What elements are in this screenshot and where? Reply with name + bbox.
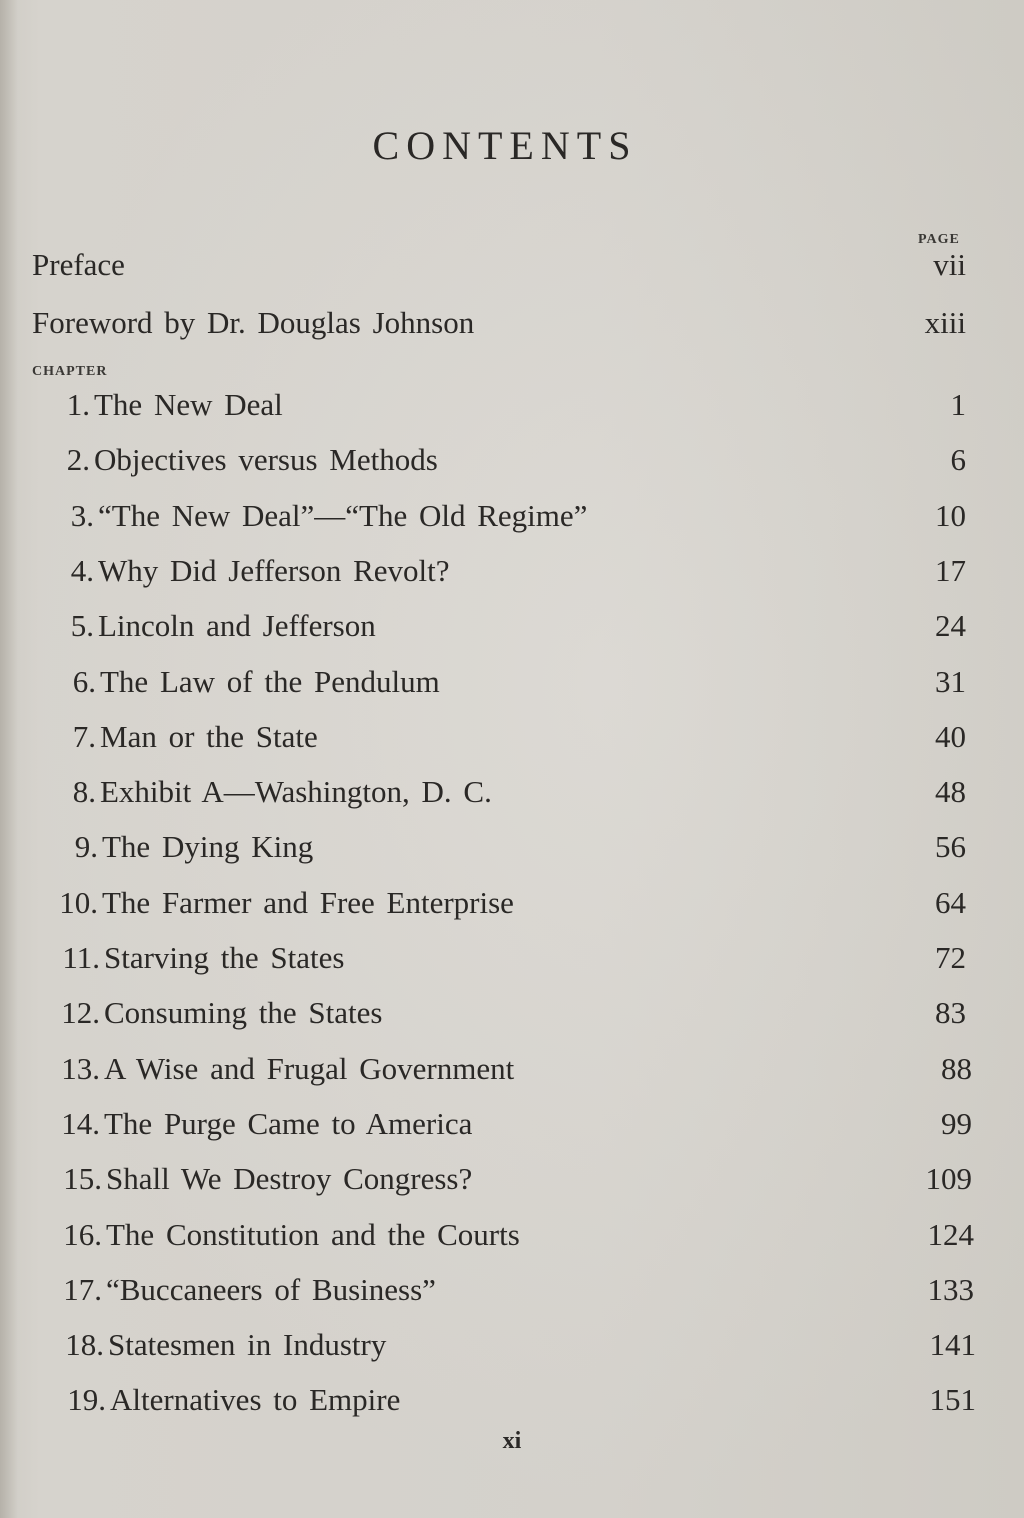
chapter-number: 8. (72, 774, 96, 810)
chapter-title: The Constitution and the Courts (106, 1216, 520, 1252)
chapter-entry (0, 1046, 1024, 1092)
chapter-entry (0, 990, 1024, 1036)
chapter-title: Statesmen in Industry (108, 1327, 387, 1363)
chapter-title: Man or the State (100, 718, 318, 754)
chapter-column-label: CHAPTER (32, 364, 108, 379)
chapter-title: The Farmer and Free Enterprise (102, 884, 514, 920)
chapter-page: 1 (950, 387, 966, 422)
chapter-page: 72 (935, 940, 966, 975)
chapter-title: The New Deal (94, 387, 283, 422)
chapter-title: Shall We Destroy Congress? (106, 1161, 473, 1197)
entry-page: vii (933, 247, 966, 282)
chapter-entry (0, 1156, 1024, 1202)
chapter-entry (0, 659, 1024, 705)
chapter-title: Consuming the States (104, 995, 383, 1031)
chapter-entry (0, 493, 1024, 539)
page-title: CONTENTS (372, 123, 638, 168)
chapter-page: 24 (935, 608, 966, 644)
chapter-entry (0, 824, 1024, 870)
chapter-entry (0, 880, 1024, 926)
chapter-page: 6 (950, 442, 966, 478)
chapter-number: 19. (67, 1382, 106, 1418)
chapter-title: “The New Deal”—“The Old Regime” (98, 497, 588, 533)
chapter-page: 99 (941, 1105, 972, 1141)
chapter-entry (0, 714, 1024, 760)
chapter-page: 64 (935, 884, 966, 920)
chapter-page: 83 (935, 995, 966, 1031)
chapter-title: Why Did Jefferson Revolt? (98, 552, 450, 588)
chapter-entry (0, 548, 1024, 594)
chapter-number: 17. (63, 1271, 102, 1307)
chapter-title: A Wise and Frugal Government (104, 1050, 515, 1086)
front-matter-entry-preface (0, 242, 1024, 288)
chapter-page: 56 (935, 829, 966, 865)
chapter-title: Alternatives to Empire (110, 1382, 401, 1418)
chapter-page: 88 (941, 1050, 972, 1086)
chapter-number: 18. (65, 1327, 104, 1363)
chapter-title: Starving the States (104, 940, 345, 975)
chapter-title: Lincoln and Jefferson (98, 608, 376, 644)
chapter-entry (0, 935, 1024, 981)
chapter-title: The Dying King (102, 829, 314, 865)
chapter-entry (0, 1377, 1024, 1423)
entry-title: Foreword by Dr. Douglas Johnson (32, 305, 475, 340)
chapter-number: 15. (63, 1161, 102, 1197)
chapter-number: 7. (72, 718, 96, 754)
chapter-entry (0, 1212, 1024, 1258)
chapter-page: 124 (927, 1216, 974, 1252)
chapter-title: “Buccaneers of Business” (106, 1271, 436, 1307)
chapter-entry (0, 1101, 1024, 1147)
front-matter-entry-foreword (0, 300, 1024, 346)
chapter-number: 4. (70, 552, 94, 588)
chapter-page: 151 (929, 1382, 976, 1418)
chapter-entry (0, 1322, 1024, 1368)
chapter-title: Exhibit A—Washington, D. C. (100, 774, 492, 810)
chapter-entry (0, 769, 1024, 815)
chapter-page: 109 (925, 1161, 972, 1197)
chapter-number: 2. (66, 442, 90, 478)
chapter-page: 17 (935, 552, 966, 588)
chapter-entry (0, 382, 1024, 428)
chapter-number: 5. (70, 608, 94, 644)
chapter-number: 11. (62, 940, 100, 975)
chapter-page: 48 (935, 774, 966, 810)
chapter-page: 133 (927, 1271, 974, 1307)
chapter-number: 3. (70, 497, 94, 533)
chapter-entry (0, 603, 1024, 649)
page-number: xi (502, 1428, 522, 1454)
entry-page: xiii (924, 305, 966, 340)
entry-title: Preface (32, 247, 125, 282)
chapter-number: 14. (61, 1105, 100, 1141)
chapter-title: The Law of the Pendulum (100, 663, 440, 699)
chapter-entry (0, 437, 1024, 483)
chapter-number: 6. (72, 663, 96, 699)
chapter-page: 31 (935, 663, 966, 699)
chapter-number: 12. (61, 995, 100, 1031)
chapter-page: 141 (929, 1327, 976, 1363)
chapter-page: 40 (935, 718, 966, 754)
chapter-title: The Purge Came to America (104, 1105, 473, 1141)
chapter-title: Objectives versus Methods (94, 442, 438, 478)
chapter-number: 16. (63, 1216, 102, 1252)
chapter-entry (0, 1267, 1024, 1313)
chapter-number: 1. (66, 387, 90, 422)
chapter-page: 10 (935, 497, 966, 533)
chapter-number: 9. (74, 829, 98, 865)
page-column-label: PAGE (918, 232, 960, 247)
chapter-number: 13. (61, 1050, 100, 1086)
chapter-number: 10. (59, 884, 98, 920)
